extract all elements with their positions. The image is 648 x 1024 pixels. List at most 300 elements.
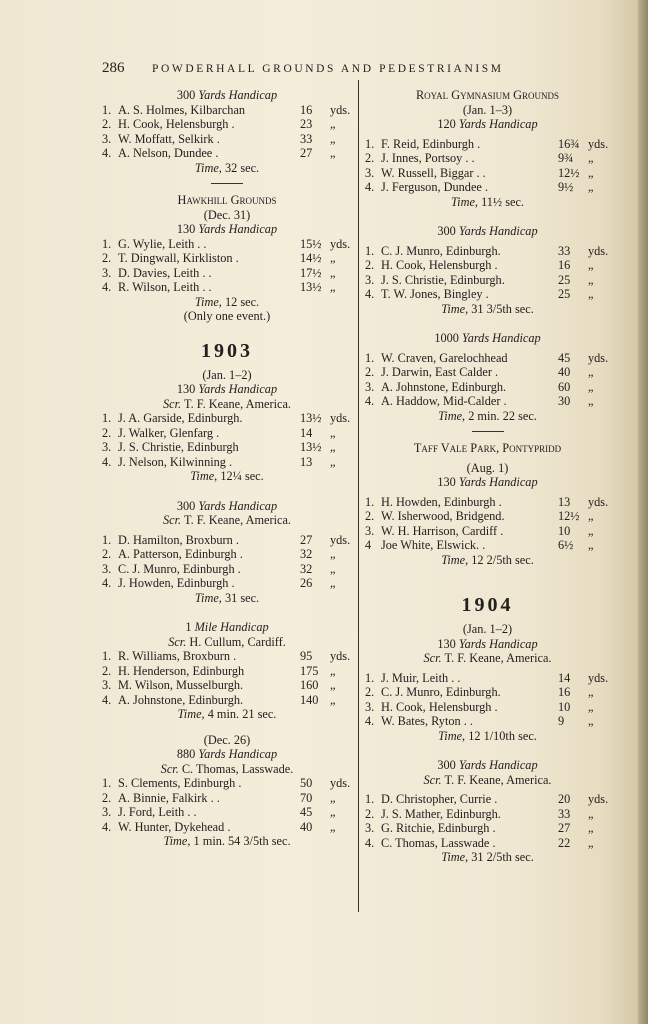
result-handicap: 9 [558, 714, 565, 728]
venue-name: Taff Vale Park, Pontypridd [413, 441, 562, 455]
result-unit: „ [330, 265, 336, 280]
result-name: C. J. Munro, Edinburgh . [118, 561, 241, 576]
result-name: W. Isherwood, Bridgend. [381, 509, 505, 523]
result-handicap: 40 [300, 819, 313, 834]
result-handicap: 45 [300, 805, 313, 819]
result-unit: „ [330, 561, 336, 576]
result-row [102, 533, 352, 548]
result-handicap: 12½ [558, 165, 580, 180]
page-header [102, 60, 562, 77]
result-row [102, 649, 352, 664]
result-handicap: 33 [558, 806, 571, 821]
result-unit: „ [588, 699, 594, 714]
result-unit: „ [330, 440, 336, 454]
result-row [102, 146, 352, 161]
result-unit: „ [330, 547, 336, 561]
result-row [365, 151, 610, 166]
venue-name: Hawkhill Grounds [177, 193, 277, 207]
result-name: W. Moffatt, Selkirk . [118, 131, 220, 146]
result-handicap: 60 [558, 379, 571, 394]
result-handicap: 25 [558, 272, 571, 287]
result-name: F. Reid, Edinburgh . [381, 136, 481, 151]
result-place: 3. [102, 131, 112, 146]
result-place: 2. [365, 685, 375, 699]
event-time: Time, 32 sec. [194, 160, 260, 175]
result-handicap: 10 [558, 699, 571, 714]
book-spine-shadow [638, 0, 648, 1024]
result-row [102, 693, 352, 708]
result-unit: „ [588, 523, 594, 538]
result-unit: yds. [588, 136, 609, 151]
result-unit: „ [330, 425, 336, 440]
result-row [102, 237, 352, 252]
result-handicap: 27 [300, 532, 313, 547]
result-name: J. S. Christie, Edinburgh. [381, 272, 505, 287]
result-handicap: 13 [300, 454, 313, 469]
event-title: 130 Yards Handicap [437, 475, 538, 489]
result-handicap: 27 [558, 821, 571, 835]
result-name: G. Ritchie, Edinburgh . [381, 821, 496, 835]
result-unit: „ [588, 538, 594, 552]
result-place: 3. [365, 165, 375, 180]
result-place: 2. [102, 425, 112, 440]
result-row [102, 117, 352, 132]
left-column [102, 88, 352, 849]
result-name: W. Russell, Biggar . . [381, 165, 486, 180]
result-handicap: 10 [558, 523, 571, 538]
result-row [102, 440, 352, 455]
results-list [365, 351, 610, 409]
result-row [365, 524, 610, 539]
event-time: Time, 2 min. 22 sec. [438, 408, 537, 423]
result-unit: „ [588, 287, 594, 301]
result-unit: yds. [588, 243, 609, 258]
result-name: W. Hunter, Dykehead . [118, 819, 231, 834]
result-place: 4. [102, 146, 112, 160]
result-place: 3. [102, 440, 112, 454]
section-rule [472, 431, 504, 432]
result-handicap: 30 [558, 394, 571, 408]
result-row [365, 807, 610, 822]
event-300-yards [102, 499, 352, 606]
result-name: A. Binnie, Falkirk . . [118, 790, 220, 805]
results-list [102, 237, 352, 295]
result-handicap: 23 [300, 117, 313, 131]
venue-date: (Aug. 1) [466, 460, 509, 475]
event-time: Time, 11½ sec. [451, 194, 524, 209]
results-list [102, 533, 352, 591]
event-title: 1 Mile Handicap [185, 620, 269, 634]
result-name: S. Clements, Edinburgh . [118, 776, 242, 790]
result-handicap: 20 [558, 792, 571, 806]
result-place: 1. [365, 243, 375, 258]
result-place: 4. [365, 835, 375, 850]
results-list [102, 776, 352, 834]
result-unit: „ [330, 790, 336, 805]
result-place: 4. [365, 287, 375, 301]
result-place: 1. [365, 792, 375, 806]
result-name: J. Ferguson, Dundee . [381, 180, 489, 194]
result-place: 4. [102, 819, 112, 834]
result-unit: „ [588, 180, 594, 194]
event-title: 130 Yards Handicap [176, 382, 278, 396]
result-name: J. A. Garside, Edinburgh. [118, 411, 243, 425]
result-place: 1. [102, 236, 112, 251]
result-place: 1. [365, 350, 375, 365]
event-300-yards [365, 758, 610, 865]
result-handicap: 175 [300, 663, 319, 678]
result-unit: „ [588, 379, 594, 394]
result-name: A. Patterson, Edinburgh . [118, 547, 243, 561]
result-handicap: 140 [300, 692, 319, 707]
result-unit: „ [588, 821, 594, 835]
result-name: H. Cook, Helensburgh . [381, 258, 498, 272]
result-place: 3. [102, 805, 112, 819]
event-time: Time, 12 1/10th sec. [438, 728, 537, 743]
venue-date: (Dec. 31) [203, 207, 251, 222]
result-unit: „ [330, 454, 336, 469]
result-place: 2. [102, 547, 112, 561]
results-list [365, 137, 610, 195]
event-1000-yards [365, 331, 610, 423]
result-unit: „ [330, 819, 336, 834]
result-name: W. Bates, Ryton . . [381, 714, 473, 728]
result-place: 1. [365, 136, 375, 151]
result-place: 3. [102, 561, 112, 576]
result-place: 1. [102, 532, 112, 547]
event-title: 130 Yards Handicap [437, 636, 538, 651]
result-handicap: 14½ [300, 251, 322, 265]
result-unit: „ [588, 258, 594, 272]
event-time: Time, 12¼ sec. [190, 469, 264, 483]
column-divider [358, 80, 359, 912]
result-place: 2. [365, 151, 375, 165]
result-unit: yds. [330, 776, 351, 790]
result-name: J. S. Mather, Edinburgh. [381, 806, 501, 821]
event-130-yards [365, 637, 610, 744]
event-time: Time, 4 min. 21 sec. [177, 707, 277, 721]
result-unit: „ [588, 509, 594, 523]
year-date: (Jan. 1–2) [202, 367, 252, 382]
results-list [102, 103, 352, 161]
result-handicap: 95 [300, 649, 313, 663]
running-head: POWDERHALL GROUNDS AND PEDESTRIANISM [152, 63, 504, 75]
result-name: J. S. Christie, Edinburgh [118, 440, 239, 454]
result-place: 1. [102, 776, 112, 790]
result-row [365, 538, 610, 553]
result-handicap: 15½ [300, 236, 322, 251]
result-row [102, 678, 352, 693]
result-place: 3. [102, 678, 112, 692]
result-unit: „ [330, 692, 336, 707]
result-handicap: 32 [300, 547, 313, 561]
result-row [365, 671, 610, 686]
results-list [102, 649, 352, 707]
result-place: 2. [102, 790, 112, 805]
results-list [365, 671, 610, 729]
result-row [102, 266, 352, 281]
result-name: M. Wilson, Musselburgh. [118, 678, 244, 692]
event-time: Time, 31 2/5th sec. [441, 850, 534, 864]
result-unit: „ [330, 131, 336, 146]
result-handicap: 45 [558, 350, 571, 365]
result-row [102, 576, 352, 591]
result-row [102, 103, 352, 118]
result-row [102, 426, 352, 441]
result-place: 4. [365, 714, 375, 728]
result-name: A. S. Holmes, Kilbarchan [118, 102, 246, 117]
result-row [365, 273, 610, 288]
venue-hawkhill [102, 193, 352, 324]
result-handicap: 13 [558, 494, 571, 509]
result-place: 3. [102, 265, 112, 280]
event-130-yards [102, 382, 352, 484]
result-row [365, 258, 610, 273]
result-handicap: 50 [300, 776, 313, 790]
result-place: 3. [365, 379, 375, 394]
event-title: 300 Yards Handicap [437, 224, 538, 238]
result-row [365, 244, 610, 259]
event-time: Time, 31 sec. [194, 590, 260, 605]
result-unit: „ [588, 365, 594, 379]
venue-taff-vale-park [365, 441, 610, 567]
result-unit: „ [330, 805, 336, 819]
result-handicap: 13½ [300, 440, 322, 454]
result-row [102, 664, 352, 679]
result-row [102, 776, 352, 791]
result-row [102, 455, 352, 470]
result-place: 4. [102, 454, 112, 469]
result-name: G. Wylie, Leith . . [118, 236, 207, 251]
result-row [365, 394, 610, 409]
result-unit: yds. [330, 236, 351, 251]
result-row [365, 509, 610, 524]
result-handicap: 12½ [558, 509, 580, 523]
result-row [102, 251, 352, 266]
result-row [365, 495, 610, 510]
event-title: 300 Yards Handicap [176, 498, 278, 513]
result-name: J. Ford, Leith . . [118, 805, 197, 819]
result-handicap: 25 [558, 287, 571, 301]
result-handicap: 27 [300, 146, 313, 160]
result-place: 2. [102, 117, 112, 131]
result-name: J. Nelson, Kilwinning . [118, 454, 233, 469]
event-time: Time, 1 min. 54 3/5th sec. [163, 834, 291, 848]
result-handicap: 26 [300, 576, 313, 590]
result-row [102, 547, 352, 562]
event-date: (Dec. 26) [203, 732, 251, 747]
result-name: W. H. Harrison, Cardiff . [381, 523, 504, 538]
result-row [365, 380, 610, 395]
event-time: Time, 12 sec. [194, 294, 260, 309]
event-title: 880 Yards Handicap [176, 747, 278, 761]
event-title: 120 Yards Handicap [437, 117, 538, 131]
result-row [102, 411, 352, 426]
results-list [102, 411, 352, 469]
result-unit: yds. [330, 532, 351, 547]
scratch-line: Scr. T. F. Keane, America. [423, 651, 552, 665]
scratch-line: Scr. T. F. Keane, America. [163, 396, 291, 411]
result-row [365, 166, 610, 181]
result-row [102, 132, 352, 147]
event-title: 300 Yards Handicap [437, 758, 538, 772]
result-unit: „ [588, 714, 594, 728]
results-list [365, 244, 610, 302]
result-place: 2. [365, 365, 375, 379]
event-300-yards [102, 88, 352, 175]
result-place: 1. [365, 670, 375, 685]
scratch-line: Scr. C. Thomas, Lasswade. [160, 761, 294, 776]
result-name: J. Muir, Leith . . [381, 670, 461, 685]
result-unit: „ [330, 678, 336, 692]
result-row [102, 562, 352, 577]
result-unit: yds. [588, 792, 609, 806]
result-name: A. Haddow, Mid-Calder . [381, 394, 507, 408]
result-place: 2. [102, 663, 112, 678]
result-unit: „ [588, 151, 594, 165]
year-heading: 1904 [461, 594, 514, 616]
section-rule [211, 183, 243, 184]
result-unit: yds. [588, 350, 609, 365]
venue-royal-gymnasium [365, 88, 610, 209]
result-name: A. Johnstone, Edinburgh. [381, 379, 507, 394]
result-place: 3. [365, 699, 375, 714]
result-place: 2. [365, 806, 375, 821]
result-handicap: 13½ [300, 411, 322, 425]
results-list [365, 792, 610, 850]
result-place: 1. [102, 102, 112, 117]
scratch-line: Scr. T. F. Keane, America. [163, 513, 291, 527]
event-title: 130 Yards Handicap [176, 222, 278, 236]
result-row [365, 792, 610, 807]
result-place: 4. [102, 692, 112, 707]
event-title: 1000 Yards Handicap [434, 331, 541, 345]
result-handicap: 17½ [300, 265, 322, 280]
result-name: J. Walker, Glenfarg . [118, 425, 220, 440]
result-name: C. J. Munro, Edinburgh. [381, 243, 501, 258]
result-row [365, 365, 610, 380]
result-handicap: 14 [300, 425, 313, 440]
result-name: A. Nelson, Dundee . [118, 146, 219, 160]
result-place: 2. [102, 251, 112, 265]
scratch-line: Scr. T. F. Keane, America. [423, 772, 552, 787]
event-time: Time, 12 2/5th sec. [441, 552, 534, 567]
result-name: R. Wilson, Leith . . [118, 280, 212, 294]
result-row [102, 805, 352, 820]
result-name: D. Christopher, Currie . [381, 792, 498, 806]
result-name: A. Johnstone, Edinburgh. [118, 692, 244, 707]
result-handicap: 14 [558, 670, 571, 685]
result-unit: „ [588, 272, 594, 287]
result-handicap: 40 [558, 365, 571, 379]
result-place: 3. [365, 821, 375, 835]
result-name: H. Cook, Helensburgh . [118, 117, 235, 131]
result-unit: „ [330, 117, 336, 131]
result-row [102, 791, 352, 806]
result-place: 3. [365, 272, 375, 287]
result-handicap: 33 [558, 243, 571, 258]
result-row [365, 180, 610, 195]
result-row [365, 821, 610, 836]
result-handicap: 9½ [558, 180, 574, 194]
result-unit: yds. [330, 411, 351, 425]
venue-date: (Jan. 1–3) [462, 102, 513, 117]
results-list [365, 495, 610, 553]
result-name: C. J. Munro, Edinburgh. [381, 685, 501, 699]
result-place: 3. [365, 523, 375, 538]
result-row [365, 685, 610, 700]
venue-name: Royal Gymnasium Grounds [415, 88, 560, 102]
result-name: R. Williams, Broxburn . [118, 649, 237, 663]
result-row [365, 351, 610, 366]
result-row [365, 714, 610, 729]
result-name: J. Howden, Edinburgh . [118, 576, 235, 590]
event-300-yards [365, 224, 610, 316]
scratch-line: Scr. H. Cullum, Cardiff. [168, 634, 286, 649]
page-number: 286 [102, 60, 125, 76]
result-unit: „ [588, 685, 594, 699]
result-name: H. Howden, Edinburgh . [381, 494, 502, 509]
result-unit: „ [330, 576, 336, 590]
result-handicap: 9¾ [558, 151, 574, 165]
result-row [102, 820, 352, 835]
result-row [102, 280, 352, 295]
result-unit: yds. [588, 670, 609, 685]
result-unit: yds. [330, 649, 351, 663]
result-unit: „ [330, 251, 336, 265]
result-name: W. Craven, Garelochhead [381, 350, 508, 365]
event-title: 300 Yards Handicap [176, 88, 278, 102]
result-unit: yds. [330, 102, 351, 117]
result-name: D. Davies, Leith . . [118, 265, 212, 280]
event-1-mile [102, 620, 352, 722]
result-handicap: 16 [300, 102, 313, 117]
result-place: 4. [365, 180, 375, 194]
result-unit: „ [588, 394, 594, 408]
result-place: 4 [365, 538, 372, 552]
result-row [365, 700, 610, 715]
result-handicap: 16 [558, 258, 571, 272]
result-handicap: 22 [558, 835, 571, 850]
result-unit: „ [588, 806, 594, 821]
right-column [365, 88, 610, 865]
result-handicap: 160 [300, 678, 319, 692]
event-time: Time, 31 3/5th sec. [441, 301, 534, 316]
result-place: 2. [365, 509, 375, 523]
result-place: 4. [365, 394, 375, 408]
result-unit: „ [330, 663, 336, 678]
result-name: H. Cook, Helensburgh . [381, 699, 498, 714]
result-unit: „ [588, 835, 594, 850]
result-unit: yds. [588, 494, 609, 509]
event-note: (Only one event.) [183, 309, 271, 323]
result-place: 1. [102, 649, 112, 663]
result-place: 4. [102, 280, 112, 294]
event-880-yards [102, 733, 352, 849]
year-date: (Jan. 1–2) [462, 622, 513, 636]
result-name: T. W. Jones, Bingley . [381, 287, 489, 301]
result-row [365, 836, 610, 851]
result-name: J. Innes, Portsoy . . [381, 151, 475, 165]
result-handicap: 33 [300, 131, 313, 146]
result-name: C. Thomas, Lasswade . [381, 835, 496, 850]
result-handicap: 16¾ [558, 136, 580, 151]
result-row [365, 287, 610, 302]
result-unit: „ [330, 146, 336, 160]
result-name: J. Darwin, East Calder . [381, 365, 499, 379]
result-name: Joe White, Elswick. . [381, 538, 486, 552]
result-handicap: 32 [300, 561, 313, 576]
